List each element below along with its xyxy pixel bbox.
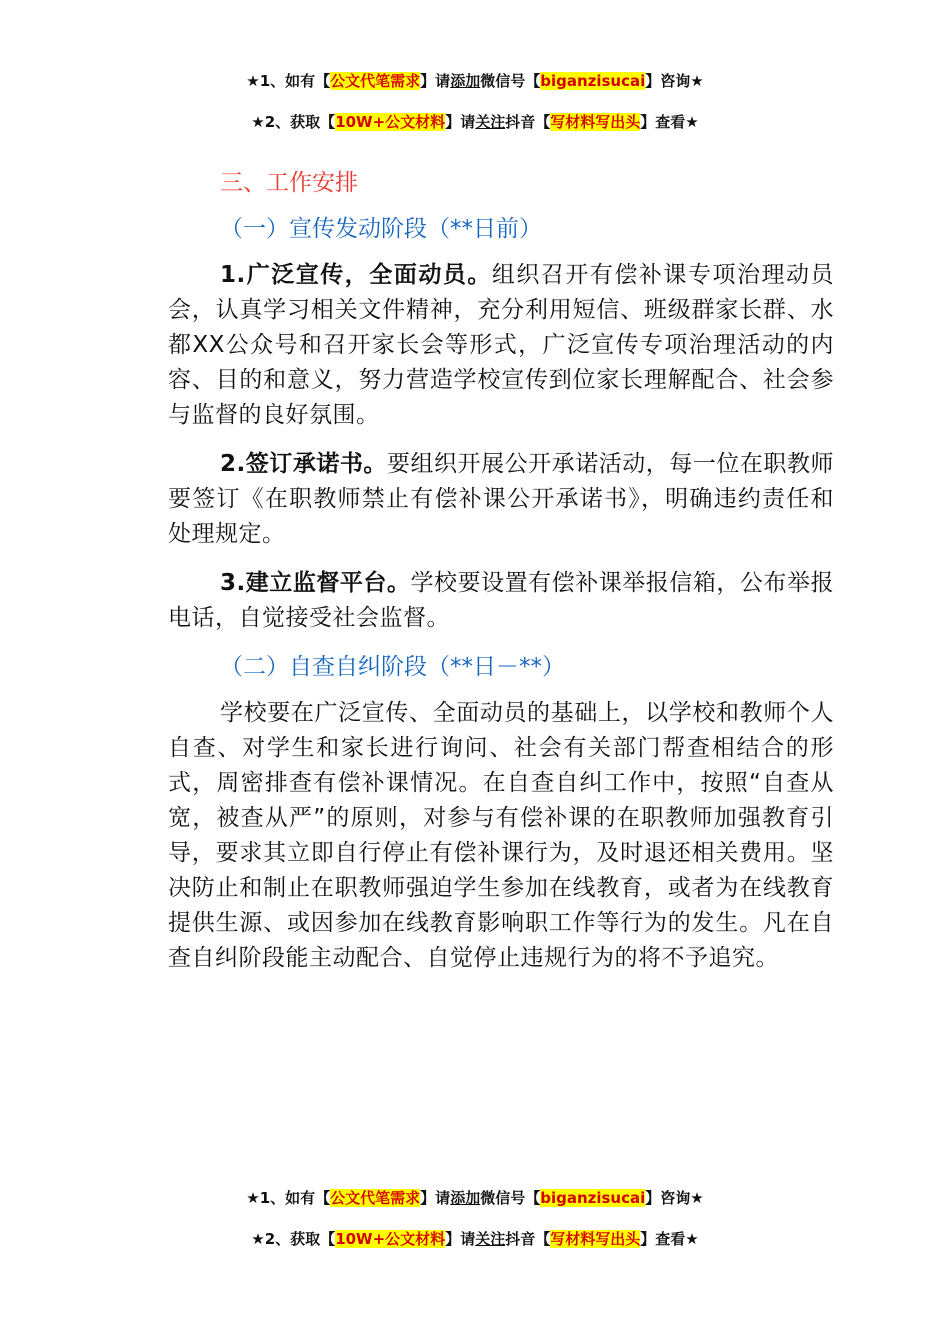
banner-text: 】查看★ [640,113,699,131]
banner-text: 】咨询★ [645,72,704,90]
banner-text: ★1、如有【 [246,1189,331,1207]
douyin-id-highlight: 写材料写出头 [550,1230,641,1248]
banner-text: 】查看★ [640,1230,699,1248]
paragraph-3 [168,566,834,636]
banner-highlight: 10W+公文材料 [335,1230,446,1248]
wechat-id-highlight: biganzisucai [540,72,646,90]
paragraph-4: 学校要在广泛宣传、全面动员的基础上，以学校和教师个人自查、对学生和家长进行询问、社会有关部门帮查相结合的形式，周密排查有偿补课情况。在自查自纠工作中，按照“自查从宽，被查从严”的原则，对参与有偿补课的在职教师加强教育引导，要求其立即自行停止有偿补课行为，及时退还相关费用。坚决防止和制止在职教师强迫学生参加在线教育，或者为在线教育提供生源、或因参加在线教育影响职工作等行为的发生。凡在自查自纠阶段能主动配合、自觉停止违规行为的将不予追究。 [168,700,834,971]
paragraph-1 [168,258,834,433]
wechat-id-highlight: biganzisucai [540,1189,646,1207]
banner-text: 抖音【 [505,1230,551,1248]
banner-text: 微信号【 [480,72,541,90]
douyin-id-highlight: 写材料写出头 [550,113,641,131]
paragraph-text: 要组织开展公开承诺活动，每一位在职教师要签订《在职教师禁止有偿补课公开承诺书》，明确违约责任和处理规定。 [168,451,834,547]
paragraph-lead: 1.广泛宣传，全面动员。 [220,262,492,288]
banner-emphasis: 添加 [450,72,481,90]
section-title: 三、工作安排 [220,170,358,196]
banner-text: 】请 [445,1230,476,1248]
paragraph-2 [168,447,834,552]
bottom-banner-line-2 [0,1228,950,1250]
banner-text: ★2、获取【 [251,113,336,131]
banner-text: 微信号【 [480,1189,541,1207]
document-body [168,166,834,990]
stage-1-title: （一）宣传发动阶段（**日前） [220,216,542,242]
banner-emphasis: 添加 [450,1189,481,1207]
top-banner-line-2 [0,111,950,133]
banner-highlight: 公文代笔需求 [330,1189,421,1207]
banner-text: ★1、如有【 [246,72,331,90]
banner-emphasis: 关注 [475,1230,506,1248]
banner-text: ★2、获取【 [251,1230,336,1248]
bottom-banner-line-1 [0,1187,950,1209]
banner-text: 】请 [420,72,451,90]
banner-emphasis: 关注 [475,113,506,131]
banner-highlight: 公文代笔需求 [330,72,421,90]
paragraph-lead: 2.签订承诺书。 [220,451,387,477]
paragraph-lead: 3.建立监督平台。 [220,570,411,596]
stage-2-title: （二）自查自纠阶段（**日－**） [220,654,565,680]
banner-text: 】请 [420,1189,451,1207]
banner-text: 】咨询★ [645,1189,704,1207]
paragraph-text: 组织召开有偿补课专项治理动员会，认真学习相关文件精神，充分利用短信、班级群家长群、水都XX公众号和召开家长会等形式，广泛宣传专项治理活动的内容、目的和意义，努力营造学校宣传到位家长理解配合、社会参与监督的良好氛围。 [168,262,834,428]
paragraph-text: 学校要设置有偿补课举报信箱，公布举报电话，自觉接受社会监督。 [168,570,834,631]
banner-highlight: 10W+公文材料 [335,113,446,131]
banner-text: 抖音【 [505,113,551,131]
top-banner-line-1 [0,70,950,92]
banner-text: 】请 [445,113,476,131]
